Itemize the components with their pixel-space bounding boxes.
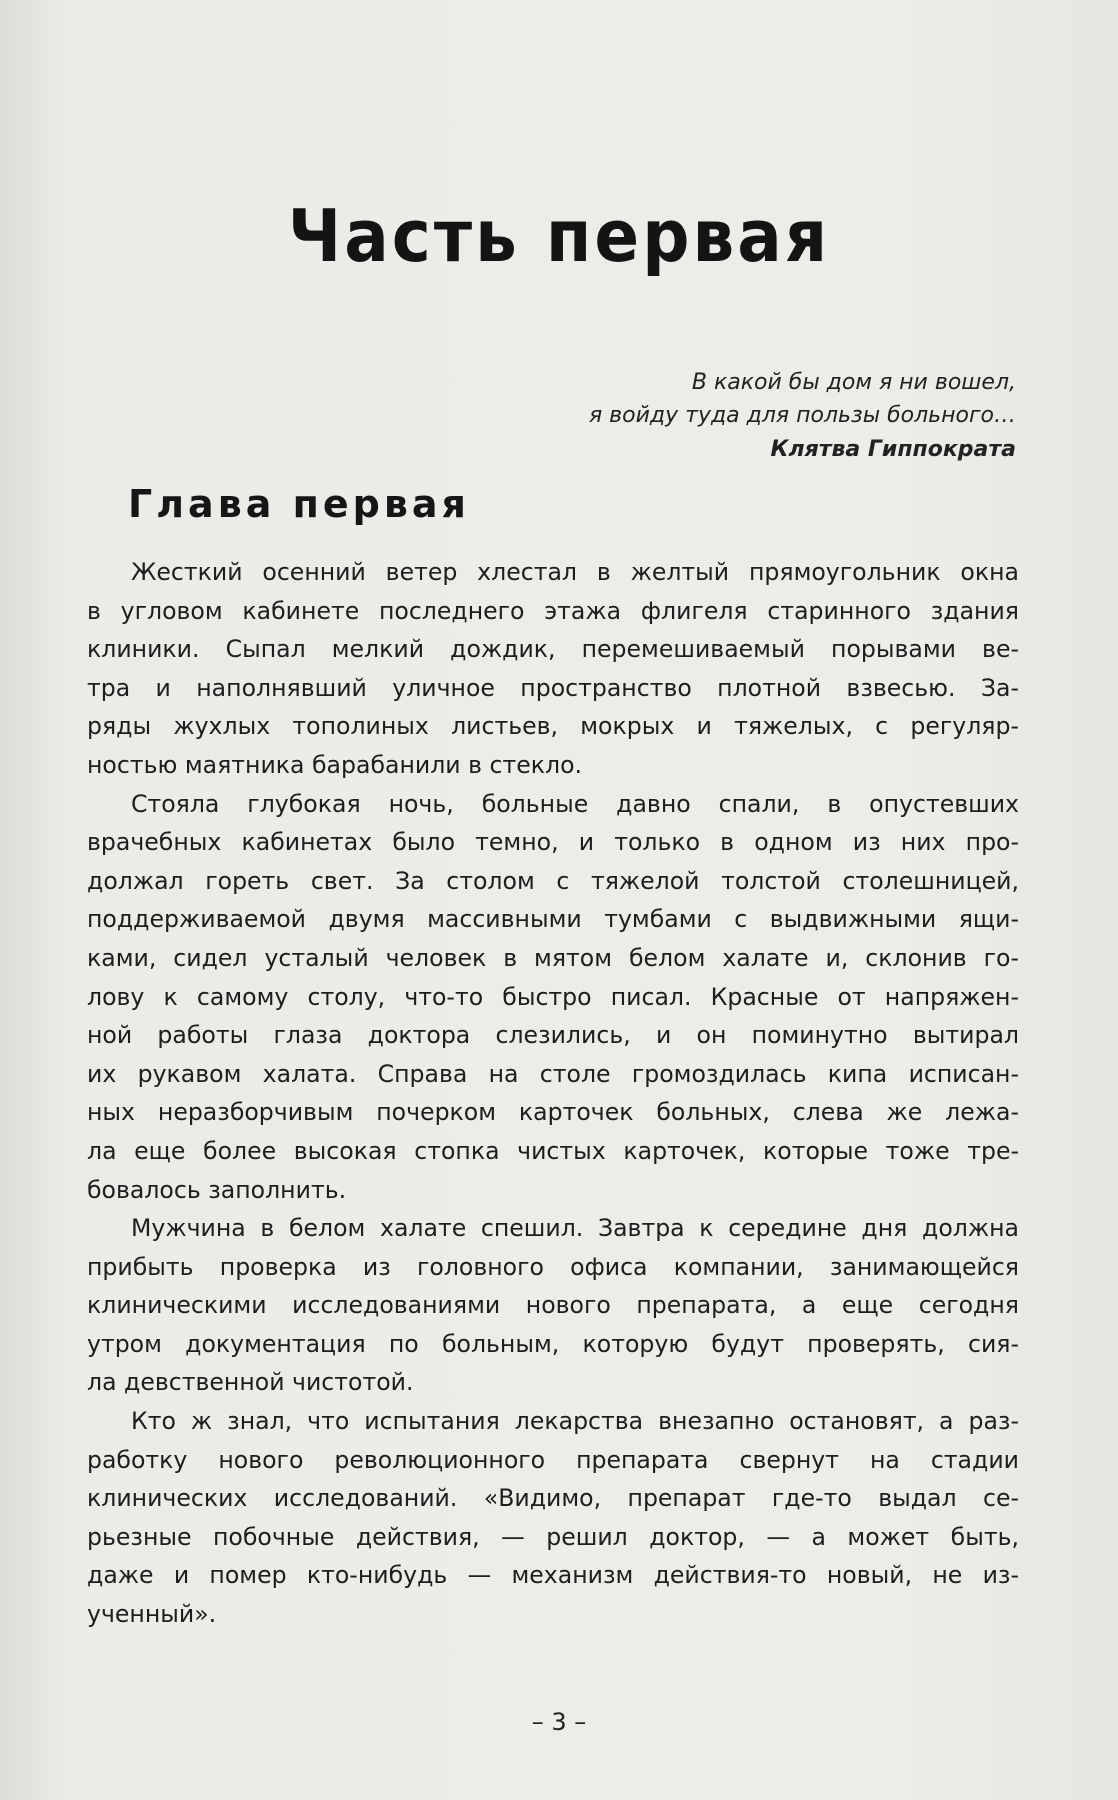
text-line: ла еще более высокая стопка чистых карточек, которые тоже тре-	[87, 1136, 1019, 1165]
text-line: должал гореть свет. За столом с тяжелой толстой столешницей,	[87, 866, 1019, 895]
epigraph-author: Клятва Гиппократа	[770, 437, 1016, 462]
part-title: Часть первая	[287, 194, 831, 279]
text-line: врачебных кабинетах было темно, и только в одном из них про-	[87, 828, 1019, 857]
text-line: ных неразборчивым почерком карточек больных, слева же лежа-	[87, 1098, 1019, 1127]
text-line: работку нового революционного препарата свернут на стадии	[87, 1445, 1019, 1474]
text-line: даже и помер кто-нибудь — механизм действия-то новый, не из-	[87, 1561, 1019, 1590]
text-line: Мужчина в белом халате спешил. Завтра к середине дня должна	[131, 1214, 1019, 1243]
text-line: Жесткий осенний ветер хлестал в желтый прямоугольник окна	[131, 558, 1019, 586]
text-line: лову к самому столу, что-то быстро писал. Красные от напряжен-	[87, 982, 1019, 1011]
text-line: утром документация по больным, которую будут проверять, сия-	[87, 1329, 1019, 1358]
text-line: поддерживаемой двумя массивными тумбами с выдвижными ящи-	[87, 905, 1019, 934]
text-line: прибыть проверка из головного офиса компании, занимающейся	[87, 1252, 1019, 1281]
epigraph-line: В какой бы дом я ни вошел,	[691, 370, 1016, 395]
paragraph	[87, 785, 1019, 1210]
paragraph	[87, 1209, 1019, 1402]
text-line: Стояла глубокая ночь, больные давно спали, в опустевших	[131, 789, 1019, 818]
text-line: ностью маятника барабанили в стекло.	[87, 750, 583, 779]
text-line: рьезные побочные действия, — решил доктор, — а может быть,	[87, 1522, 1019, 1551]
paragraph	[87, 553, 1019, 785]
paragraph	[87, 1402, 1019, 1634]
body-text	[87, 553, 1019, 1634]
text-line: ученный».	[87, 1600, 217, 1629]
text-line: ряды жухлых тополиных листьев, мокрых и тяжелых, с регуляр-	[87, 712, 1019, 741]
text-line: ла девственной чистотой.	[87, 1368, 414, 1397]
text-line: клинических исследований. «Видимо, препарат где-то выдал се-	[87, 1484, 1019, 1513]
page-number: – 3 –	[531, 1708, 587, 1736]
text-line: бовалось заполнить.	[87, 1175, 347, 1204]
text-line: тра и наполнявший уличное пространство плотной взвесью. За-	[87, 673, 1019, 702]
text-line: Кто ж знал, что испытания лекарства внезапно остановят, а раз-	[131, 1407, 1019, 1436]
epigraph	[416, 366, 1016, 466]
text-line: их рукавом халата. Справа на столе громоздилась кипа исписан-	[87, 1059, 1019, 1088]
epigraph-line: я войду туда для пользы больного…	[588, 403, 1016, 428]
text-line: в угловом кабинете последнего этажа флигеля старинного здания	[87, 596, 1019, 625]
text-line: ками, сидел усталый человек в мятом белом халате и, склонив го-	[87, 943, 1019, 972]
text-line: ной работы глаза доктора слезились, и он поминутно вытирал	[87, 1021, 1019, 1050]
chapter-title: Глава первая	[128, 482, 470, 526]
text-line: клиническими исследованиями нового препарата, а еще сегодня	[87, 1291, 1019, 1320]
text-line: клиники. Сыпал мелкий дождик, перемешиваемый порывами ве-	[87, 635, 1019, 664]
